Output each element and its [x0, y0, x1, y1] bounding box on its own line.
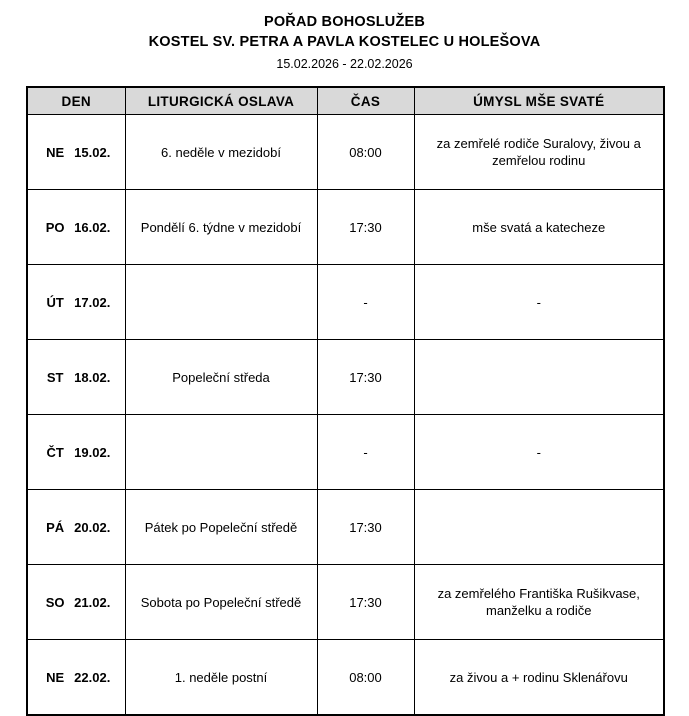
table-header-row-group	[27, 87, 664, 115]
day-date: 16.02.	[74, 219, 111, 235]
day-name: PO	[45, 219, 65, 235]
table-header-row	[27, 87, 664, 115]
document-title: POŘAD BOHOSLUŽEB	[263, 14, 426, 30]
cell-day	[27, 490, 125, 565]
cell-intention	[414, 490, 664, 565]
table-row	[27, 490, 664, 565]
table-row	[27, 415, 664, 490]
schedule-table	[26, 86, 665, 716]
cell-celebration: 1. neděle postní	[125, 640, 317, 716]
day-date: 21.02.	[74, 594, 111, 610]
day-name: NE	[46, 144, 65, 160]
cell-day	[27, 340, 125, 415]
day-date: 15.02.	[74, 144, 111, 160]
table-row	[27, 640, 664, 716]
day-name: PÁ	[46, 519, 65, 535]
day-date: 17.02.	[74, 294, 111, 310]
cell-time: 08:00	[317, 640, 414, 716]
day-date: 18.02.	[74, 369, 111, 385]
cell-time: 17:30	[317, 190, 414, 265]
day-name: ST	[46, 369, 64, 385]
day-name: ČT	[46, 444, 64, 460]
cell-time: 17:30	[317, 490, 414, 565]
cell-celebration	[125, 415, 317, 490]
day-date: 19.02.	[74, 444, 111, 460]
document-date-range: 15.02.2026 - 22.02.2026	[276, 57, 413, 71]
cell-intention: -	[414, 265, 664, 340]
column-header-time: ČAS	[317, 87, 414, 115]
table-row	[27, 190, 664, 265]
cell-day	[27, 190, 125, 265]
cell-celebration: Pátek po Popeleční středě	[125, 490, 317, 565]
cell-day	[27, 115, 125, 190]
cell-celebration	[125, 265, 317, 340]
day-name: SO	[45, 594, 65, 610]
cell-celebration: 6. neděle v mezidobí	[125, 115, 317, 190]
table-body	[27, 115, 664, 716]
cell-intention: za živou a + rodinu Sklenářovu	[414, 640, 664, 716]
document-subtitle: KOSTEL SV. PETRA A PAVLA KOSTELEC U HOLEŠOVA	[148, 34, 541, 50]
cell-time: -	[317, 415, 414, 490]
cell-time: -	[317, 265, 414, 340]
cell-intention: mše svatá a katecheze	[414, 190, 664, 265]
day-date: 20.02.	[74, 519, 111, 535]
cell-intention: -	[414, 415, 664, 490]
cell-day	[27, 565, 125, 640]
cell-time: 08:00	[317, 115, 414, 190]
column-header-celebration: LITURGICKÁ OSLAVA	[125, 87, 317, 115]
cell-intention	[414, 340, 664, 415]
cell-celebration: Popeleční středa	[125, 340, 317, 415]
day-name: ÚT	[46, 294, 64, 310]
table-row	[27, 115, 664, 190]
cell-time: 17:30	[317, 340, 414, 415]
column-header-intention: ÚMYSL MŠE SVATÉ	[414, 87, 664, 115]
cell-intention: za zemřelé rodiče Suralovy, živou a zemřelou rodinu	[414, 115, 664, 190]
schedule-table-wrapper	[26, 86, 663, 716]
document-header	[0, 0, 689, 74]
day-name: NE	[46, 669, 65, 685]
cell-celebration: Sobota po Popeleční středě	[125, 565, 317, 640]
cell-intention: za zemřelého Františka Rušikvase, manželku a rodiče	[414, 565, 664, 640]
cell-celebration: Pondělí 6. týdne v mezidobí	[125, 190, 317, 265]
table-row	[27, 265, 664, 340]
cell-day	[27, 265, 125, 340]
cell-day	[27, 415, 125, 490]
cell-time: 17:30	[317, 565, 414, 640]
table-row	[27, 565, 664, 640]
table-row	[27, 340, 664, 415]
cell-day	[27, 640, 125, 716]
day-date: 22.02.	[74, 669, 111, 685]
column-header-day: DEN	[27, 87, 125, 115]
